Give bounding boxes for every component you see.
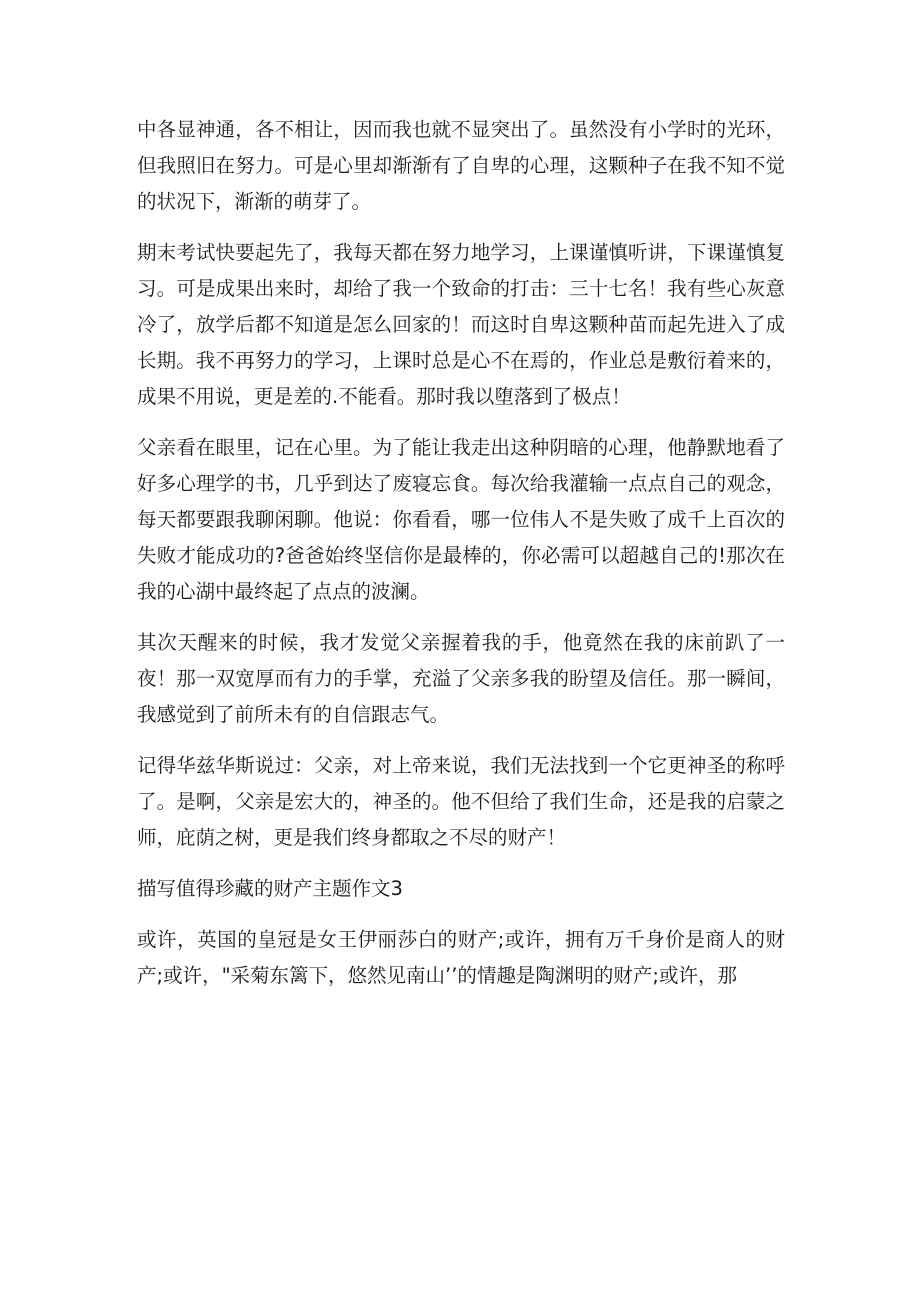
document-body [137,112,785,1009]
paragraph-4: 其次天醒来的时候，我才发觉父亲握着我的手，他竟然在我的床前趴了一夜！那一双宽厚而有力的手掌，充溢了父亲多我的盼望及信任。那一瞬间，我感觉到了前所未有的自信跟志气。 [137,631,785,726]
section-heading: 描写值得珍藏的财产主题作文3 [137,877,403,900]
paragraph-3: 父亲看在眼里，记在心里。为了能让我走出这种阴暗的心理，他静默地看了好多心理学的书，几乎到达了废寝忘食。每次给我灌输一点点自己的观念，每天都要跟我聊闲聊。他说：你看看，哪一位伟人不是失败了成千上百次的失败才能成功的?爸爸始终坚信你是最棒的，你必需可以超越自己的!那次在我的心湖中最终起了点点的波澜。 [137,436,785,603]
paragraph-5: 记得华兹华斯说过：父亲，对上帝来说，我们无法找到一个它更神圣的称呼了。是啊，父亲是宏大的，神圣的。他不但给了我们生命，还是我的启蒙之师，庇荫之树，更是我们终身都取之不尽的财产！ [137,754,785,849]
paragraph-6: 或许，英国的皇冠是女王伊丽莎白的财产;或许，拥有万千身价是商人的财产;或许，"采菊东篱下，悠然见南山’’的情趣是陶渊明的财产;或许，那 [137,928,785,987]
paragraph-2: 期末考试快要起先了，我每天都在努力地学习，上课谨慎听讲，下课谨慎复习。可是成果出来时，却给了我一个致命的打击：三十七名！我有些心灰意冷了，放学后都不知道是怎么回家的！而这时自卑这颗种苗而起先进入了成长期。我不再努力的学习，上课时总是心不在焉的，作业总是敷衍着来的，成果不用说，更是差的.不能看。那时我以堕落到了极点！ [137,241,785,408]
paragraph-1: 中各显神通，各不相让，因而我也就不显突出了。虽然没有小学时的光环，但我照旧在努力。可是心里却渐渐有了自卑的心理，这颗种子在我不知不觉的状况下，渐渐的萌芽了。 [137,118,785,213]
